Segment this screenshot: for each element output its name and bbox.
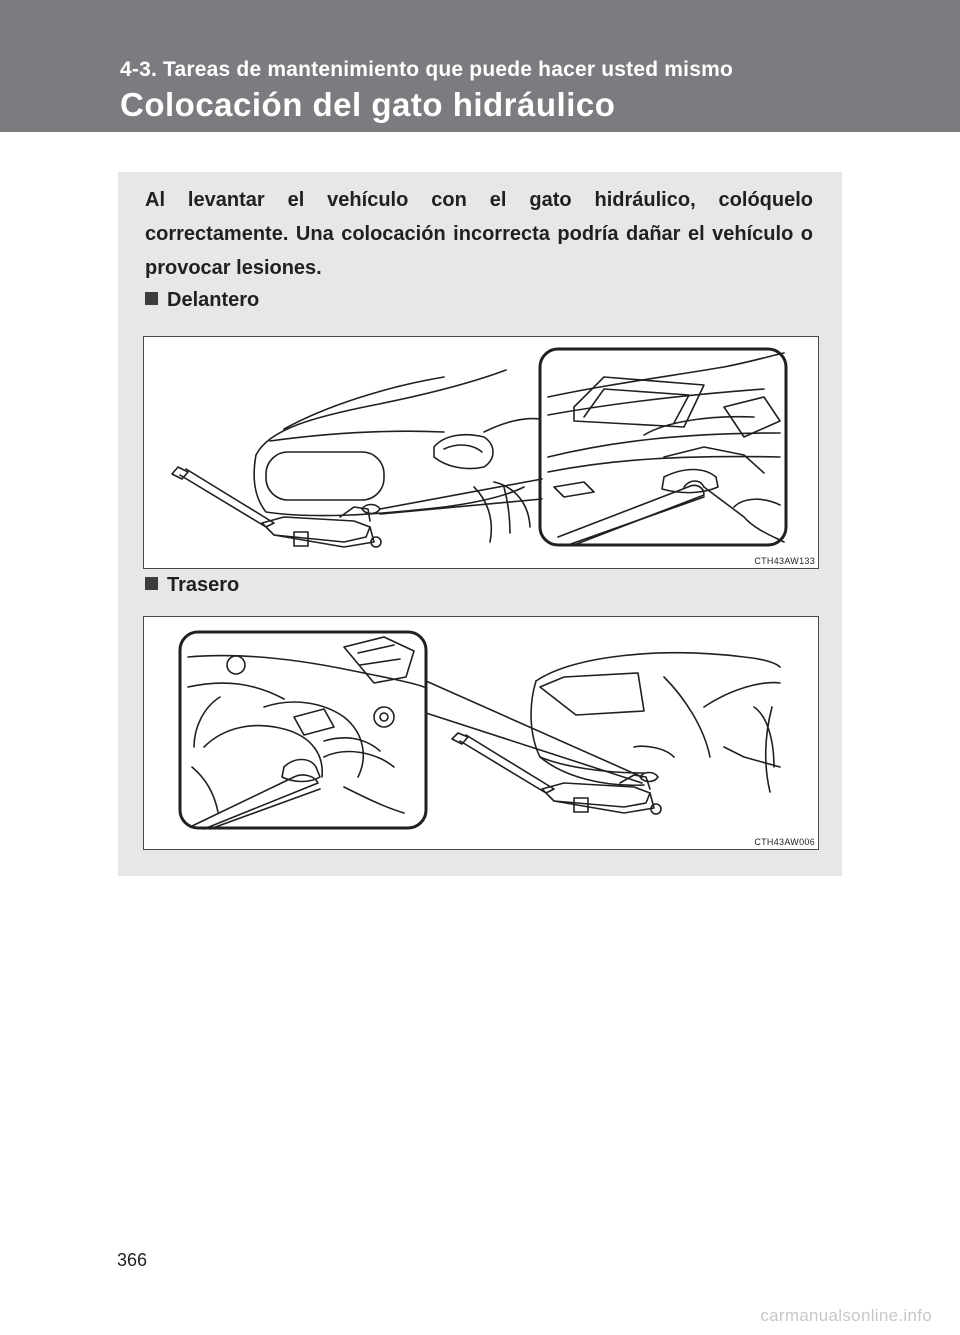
page-header [0,0,960,132]
intro-paragraph: Al levantar el vehículo con el gato hidráulico, colóquelo correctamente. Una colocación incorrecta podría dañar el vehículo o provocar lesiones. [145,189,813,279]
figure-rear-jack [143,616,819,850]
square-bullet-icon [145,292,158,305]
watermark: carmanualsonline.info [760,1306,932,1325]
figure-front-jack [143,336,819,569]
front-jack-point-illustration-icon [144,337,819,569]
figure-code-rear: CTH43AW006 [754,837,815,847]
page-number: 366 [117,1250,148,1270]
subheading-rear [145,574,239,597]
section-title: 4-3. Tareas de mantenimiento que puede hacer usted mismo [120,58,733,81]
rear-jack-point-illustration-icon [144,617,819,850]
subheading-front [145,289,259,312]
page-title: Colocación del gato hidráulico [120,86,616,123]
subheading-front-label: Delantero [167,289,260,311]
figure-code-front: CTH43AW133 [754,556,815,566]
square-bullet-icon [145,577,158,590]
subheading-rear-label: Trasero [167,574,240,596]
